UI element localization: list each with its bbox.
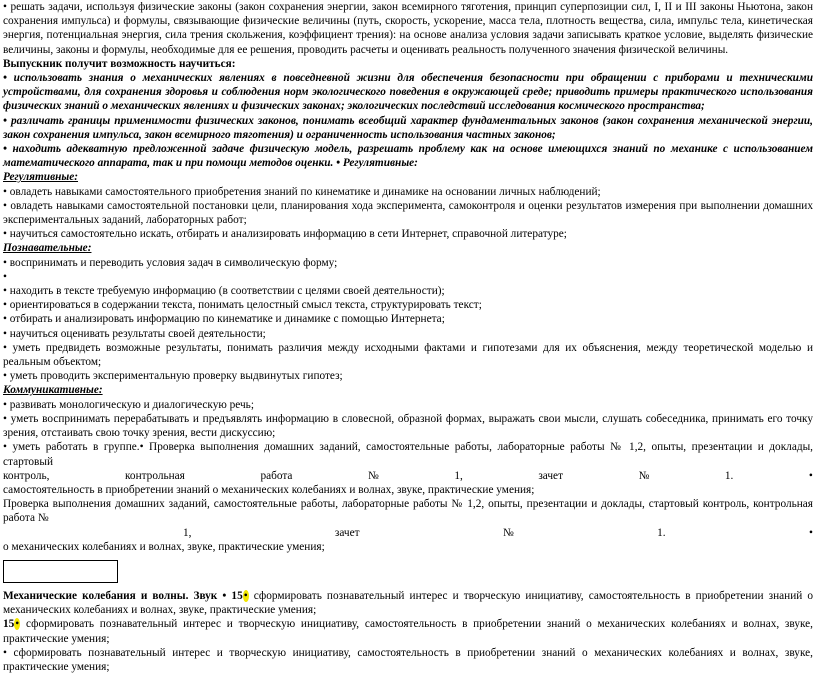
cognitive-item: • ориентироваться в содержании текста, понимать целостный смысл текста, структурировать текст; [3,299,482,312]
cognitive-item: • отбирать и анализировать информацию по кинематике и динамике с помощью Интернета; [3,313,445,326]
group-work-tail: самостоятельность в приобретении знаний о механических колебаниях и волнах, звуке, практические умения; [3,483,535,496]
regulative-heading: Регулятивные: [3,171,79,184]
learner-item: • различать границы применимости физических законов, понимать всеобщий характер фундаментальных законов (закон сохранения механической энергии, закон сохранения импульса, закон всемирного тяготения) и ограниченность использования частных законов; [3,114,813,141]
check-tail: о механических колебаниях и волнах, звуке, практические умения; [3,540,325,553]
check-line: Проверка выполнения домашних заданий, самостоятельные работы, лабораторные работы № 1,2, опыты, презентации и доклады, стартовый контроль, контрольная работа № [3,498,813,525]
section-paragraph-3: • сформировать познавательный интерес и творческую инициативу, самостоятельность в приобретении знаний о механических колебаниях и волнах, звуке, практические умения; [3,646,813,673]
cognitive-item: • уметь предвидеть возможные результаты, понимать различия между исходными фактами и гипотезами для их объяснения, между теоретической моделью и реальным объектом; [3,341,813,369]
communicative-heading: Коммуникативные: [3,384,103,397]
learner-heading: Выпускник получит возможность научиться: [3,57,236,70]
cognitive-item: • находить в тексте требуемую информацию (в соответствии с целями своей деятельности); [3,285,445,298]
communicative-item: • развивать монологическую и диалогическую речь; [3,398,254,411]
regulative-item: • овладеть навыками самостоятельного приобретения знаний по кинематике и динамике на основании личных наблюдений; [3,185,601,198]
regulative-inline-heading: • Регулятивные: [336,157,418,170]
cognitive-item: • научиться оценивать результаты своей деятельности; [3,327,266,340]
section-paragraph-2: 15• сформировать познавательный интерес и творческую инициативу, самостоятельность в приобретении знаний о механических колебаниях и волнах, звуке, практические умения; [3,618,814,645]
group-work-spread-line: контроль, контрольная работа № 1, зачет № 1. • [3,469,813,482]
highlight-marker: • [243,589,248,602]
regulative-item: • научиться самостоятельно искать, отбирать и анализировать информацию в сети Интернет, справочной литературе; [3,228,567,241]
section-title: Механические колебания и волны. Звук [3,589,218,602]
learner-item: • находить адекватную предложенной задаче физическую модель, разрешать проблему как на основе имеющихся знаний по механике с использованием математического аппарата, так и при помощи методов оценки. • Регулятивные: [3,143,813,170]
regulative-item: • овладеть навыками самостоятельной постановки цели, планирования хода эксперимента, самоконтроля и оценки результатов измерения при выполнении домашних экспериментальных заданий, лабораторных работ; [3,199,813,227]
cognitive-item: • [3,270,7,283]
learner-item: • использовать знания о механических явлениях в повседневной жизни для обеспечения безопасности при обращении с приборами и техническими устройствами, для сохранения здоровья и соблюдения норм экологического поведения в окружающей среде; приводить примеры практического использования физических знаний о механических явлениях и физических законах; экологических последствий исследования космического пространства; [3,72,813,113]
communicative-item: • уметь воспринимать перерабатывать и предъявлять информацию в словесной, образной формах, выражать свои мысли, слушать собеседника, принимать его точку зрения, отстаивать свою точку зрения, вести дискуссию; [3,412,813,440]
cognitive-item: • воспринимать и переводить условия задач в символическую форму; [3,256,338,269]
document-page [3,0,813,674]
group-work-line: • уметь работать в группе.• Проверка выполнения домашних заданий, самостоятельные работы, лабораторные работы № 1,2, опыты, презентации и доклады, стартовый [3,441,813,468]
cognitive-heading: Познавательные: [3,242,92,255]
cognitive-item: • уметь проводить экспериментальную проверку выдвинутых гипотез; [3,370,343,383]
section-paragraph-1: Механические колебания и волны. Звук • 15• сформировать познавательный интерес и творческую инициативу, самостоятельность в приобретении знаний о механических колебаниях и волнах, звуке, практические умения; [3,589,813,617]
empty-frame [3,560,118,583]
intro-paragraph: • решать задачи, используя физические законы (закон сохранения энергии, закон всемирного тяготения, принцип суперпозиции сил, I, II и III законы Ньютона, закон сохранения импульса) и формулы, связывающие физические величины (путь, скорость, ускорение, масса тела, плотность вещества, сила, импульс тела, кинетическая энергия, потенциальная энергия, сила трения скольжения, коэффициент трения): на основе анализа условия задачи записывать краткое условие, выделять физические величины, законы и формулы, необходимые для ее решения, проводить расчеты и оценивать реальность полученного значения физической величины. [3,1,813,56]
highlight-marker: • [15,618,20,631]
check-spread-line: 1, зачет № 1. • [183,526,813,539]
